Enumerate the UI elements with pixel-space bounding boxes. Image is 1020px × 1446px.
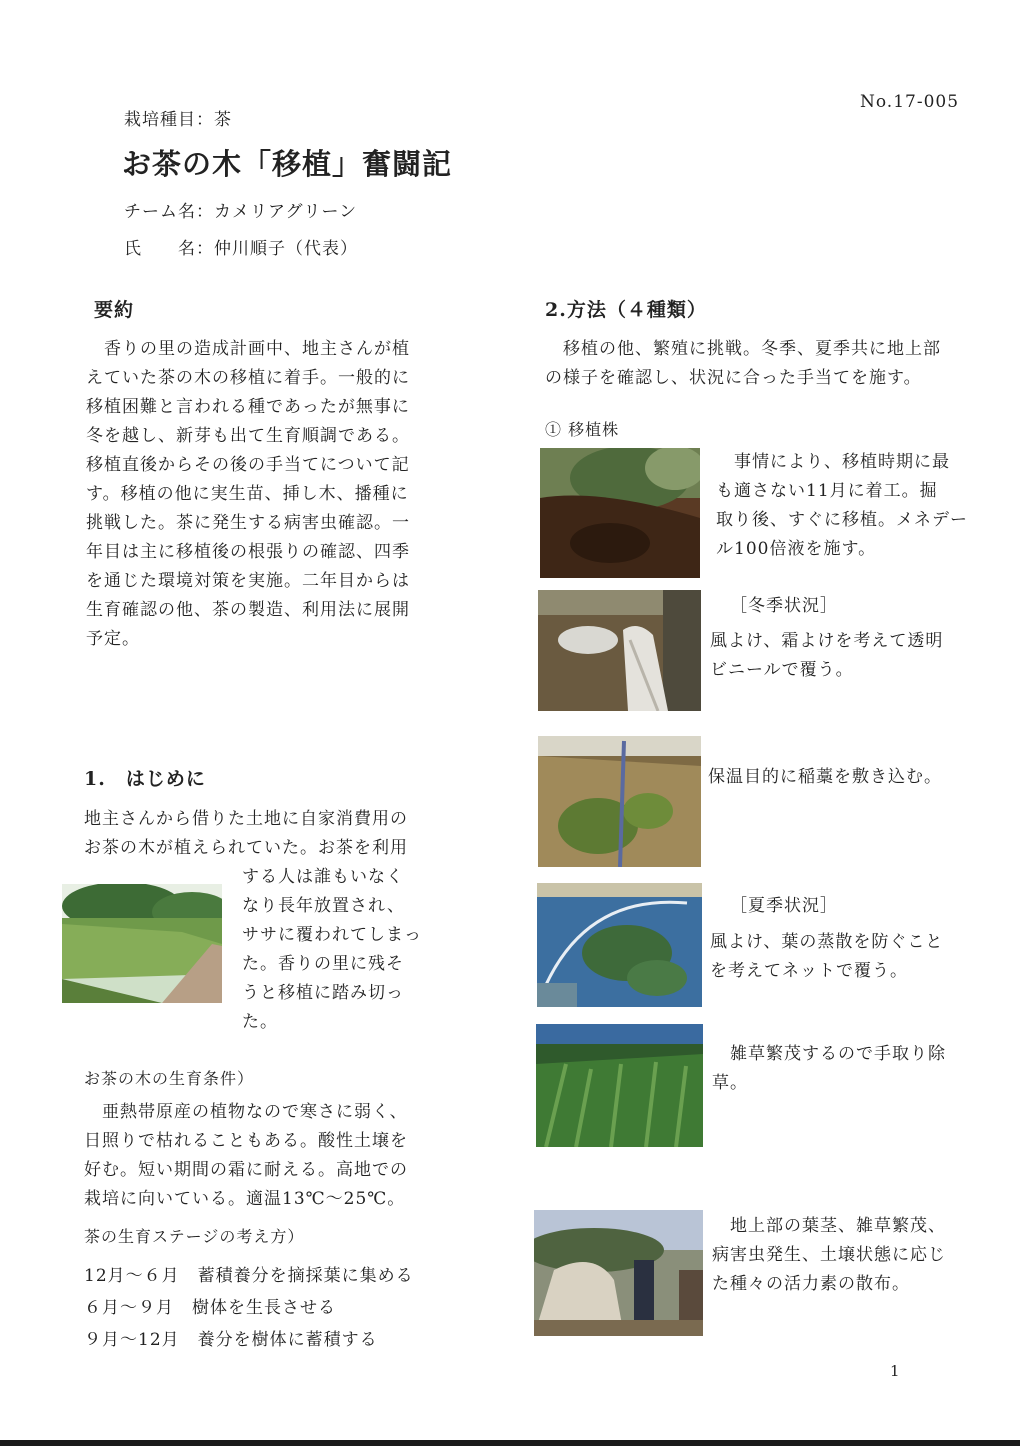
activator-line: 病害虫発生、土壌状態に応じ bbox=[712, 1245, 946, 1265]
activator-line: 地上部の葉茎、雑草繁茂、 bbox=[712, 1216, 946, 1236]
intro-line: 地主さんから借りた土地に自家消費用の bbox=[84, 809, 408, 829]
summary-line: 冬を越し、新芽も出て生育順調である。 bbox=[86, 426, 410, 446]
summary-body bbox=[86, 335, 410, 654]
summer-label: ［夏季状況］ bbox=[730, 896, 838, 916]
winter-line: 風よけ、霜よけを考えて透明 bbox=[710, 631, 944, 651]
winter-description bbox=[710, 627, 943, 685]
summer-line: 風よけ、葉の蒸散を防ぐこと bbox=[710, 932, 944, 952]
intro-line: お茶の木が植えられていた。お茶を利用 bbox=[84, 838, 408, 858]
document-number: No.17-005 bbox=[860, 92, 960, 112]
transplant-line: 取り後、すぐに移植。メネデー bbox=[716, 510, 968, 530]
summer-description bbox=[710, 928, 943, 986]
method-line: の様子を確認し、状況に合った手当てを施す。 bbox=[545, 368, 922, 388]
growth-stage-list bbox=[84, 1260, 414, 1356]
stage-item: ６月〜９月 樹体を生長させる bbox=[84, 1298, 336, 1318]
summary-line: 香りの里の造成計画中、地主さんが植 bbox=[86, 339, 410, 359]
tea-hedge-photo bbox=[62, 884, 222, 1003]
method-body bbox=[545, 335, 941, 393]
summary-line: 移植困難と言われる種であったが無事に bbox=[86, 397, 410, 417]
method-line: 移植の他、繁殖に挑戦。冬季、夏季共に地上部 bbox=[545, 339, 941, 359]
winter-line: ビニールで覆う。 bbox=[710, 660, 854, 680]
transplant-line: 事情により、移植時期に最 bbox=[716, 452, 950, 472]
summary-heading: 要約 bbox=[94, 299, 135, 321]
activator-line: た種々の活力素の散布。 bbox=[712, 1274, 910, 1294]
author-name: 氏 名：仲川順子（代表） bbox=[124, 239, 358, 259]
weeding-description bbox=[712, 1040, 946, 1098]
page-bottom-border bbox=[0, 1440, 1020, 1446]
transplant-description bbox=[716, 448, 968, 564]
intro-line: た。 bbox=[242, 1012, 278, 1032]
summary-line: えていた茶の木の移植に着手。一般的に bbox=[86, 368, 410, 388]
growth-conditions-heading: お茶の木の生育条件） bbox=[84, 1069, 255, 1088]
summary-line: 年目は主に移植後の根張りの確認、四季 bbox=[86, 542, 410, 562]
conditions-line: 栽培に向いている。適温13℃〜25℃。 bbox=[84, 1189, 406, 1209]
summary-line: す。移植の他に実生苗、挿し木、播種に bbox=[86, 484, 409, 504]
summary-line: 予定。 bbox=[86, 629, 140, 649]
cultivation-category: 栽培種目：茶 bbox=[124, 110, 232, 130]
stage-item: 12月〜６月 蓄積養分を摘採葉に集める bbox=[84, 1266, 414, 1286]
intro-line: する人は誰もいなく bbox=[242, 867, 404, 887]
summary-line: 生育確認の他、茶の製造、利用法に展開 bbox=[86, 600, 410, 620]
transplant-line: ル100倍液を施す。 bbox=[716, 539, 877, 559]
summer-line: を考えてネットで覆う。 bbox=[710, 961, 908, 981]
conditions-line: 亜熱帯原産の植物なので寒さに弱く、 bbox=[84, 1102, 408, 1122]
transplant-subheading: ① 移植株 bbox=[545, 420, 620, 439]
straw-mulch-photo bbox=[538, 736, 701, 867]
conditions-line: 好む。短い期間の霜に耐える。高地での bbox=[84, 1160, 408, 1180]
winter-label: ［冬季状況］ bbox=[730, 596, 838, 616]
intro-line: ササに覆われてしまっ bbox=[242, 925, 422, 945]
weeding-photo bbox=[536, 1024, 703, 1147]
intro-line: うと移植に踏み切っ bbox=[242, 983, 404, 1003]
growth-conditions-body bbox=[84, 1098, 408, 1214]
growth-stage-heading: 茶の生育ステージの考え方） bbox=[84, 1227, 305, 1246]
winter-vinyl-cover-photo bbox=[538, 590, 701, 711]
stage-item: ９月〜12月 養分を樹体に蓄積する bbox=[84, 1330, 378, 1350]
intro-body-top bbox=[84, 805, 408, 863]
field-work-photo bbox=[534, 1210, 703, 1336]
summary-line: を通じた環境対策を実施。二年目からは bbox=[86, 571, 410, 591]
summer-net-cover-photo bbox=[537, 883, 702, 1007]
transplant-line: も適さない11月に着工。掘 bbox=[716, 481, 938, 501]
intro-line: なり長年放置され、 bbox=[242, 896, 406, 916]
team-name: チーム名：カメリアグリーン bbox=[124, 202, 358, 222]
summary-line: 移植直後からその後の手当てについて記 bbox=[86, 455, 410, 475]
straw-description: 保温目的に稲藁を敷き込む。 bbox=[708, 767, 942, 787]
summary-line: 挑戦した。茶に発生する病害虫確認。一 bbox=[86, 513, 410, 533]
intro-line: た。香りの里に残そ bbox=[242, 954, 404, 974]
activator-description bbox=[712, 1212, 946, 1299]
weeding-line: 草。 bbox=[712, 1073, 748, 1093]
weeding-line: 雑草繁茂するので手取り除 bbox=[712, 1044, 946, 1064]
page-title: お茶の木「移植」奮闘記 bbox=[122, 147, 453, 181]
transplant-digging-photo bbox=[540, 448, 700, 578]
method-heading: 2.方法（４種類） bbox=[545, 299, 707, 321]
conditions-line: 日照りで枯れることもある。酸性土壌を bbox=[84, 1131, 408, 1151]
page-number: 1 bbox=[890, 1362, 900, 1380]
intro-body-side bbox=[242, 863, 422, 1037]
intro-heading: 1. はじめに bbox=[84, 768, 206, 790]
